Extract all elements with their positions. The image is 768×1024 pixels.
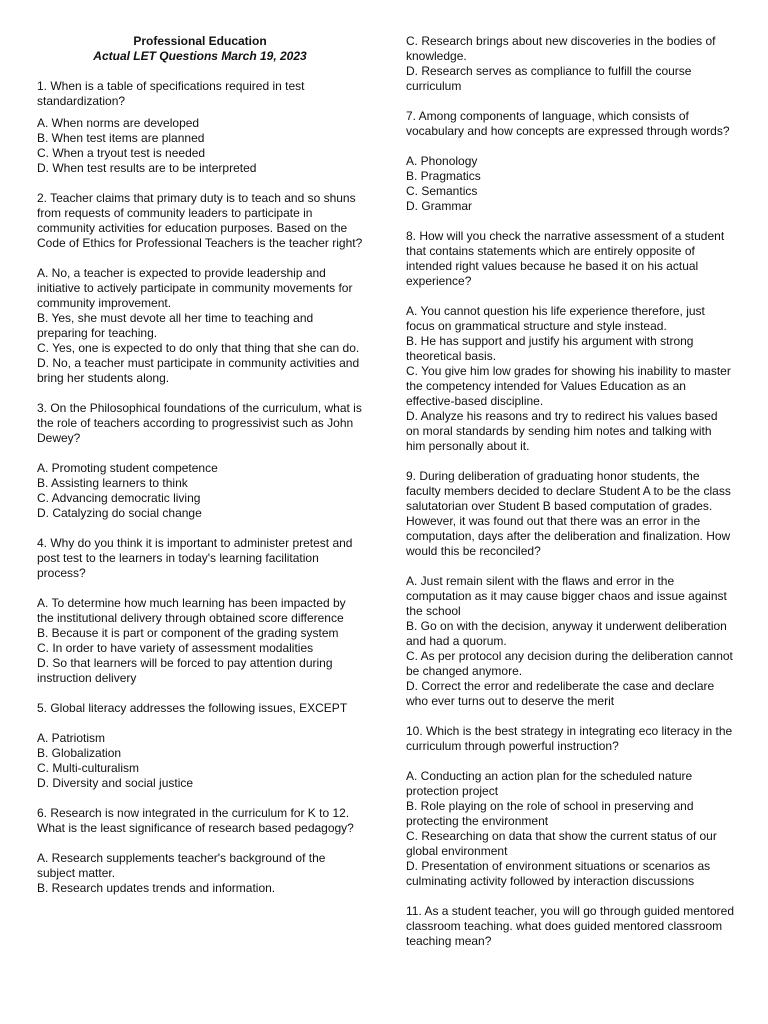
option-b: B. Research updates trends and information. (37, 881, 276, 895)
option-a: A. You cannot question his life experience therefore, just focus on grammatical structure and style instead. (406, 304, 705, 333)
option-c: C. Advancing democratic living (37, 491, 201, 505)
question-text: 4. Why do you think it is important to administer pretest and post test to the learners in today's learning facilitation process? (37, 536, 353, 580)
question-text: 5. Global literacy addresses the following issues, EXCEPT (37, 701, 348, 715)
option-a: A. Patriotism (37, 731, 106, 745)
question-9 (406, 469, 734, 709)
question-2 (37, 191, 363, 386)
option-c: C. You give him low grades for showing his inability to master the competency intended for Values Education as an effective-based discipline. (406, 364, 731, 408)
question-8 (406, 229, 734, 454)
option-c: C. In order to have variety of assessment modalities (37, 641, 314, 655)
option-d: D. Analyze his reasons and try to redirect his values based on moral standards by sending him notes and talking with him personally about it. (406, 409, 718, 453)
question-text: 10. Which is the best strategy in integrating eco literacy in the curriculum through powerful instruction? (406, 724, 733, 753)
question-text: 7. Among components of language, which consists of vocabulary and how concepts are expressed through words? (406, 109, 730, 138)
left-column (37, 34, 363, 911)
right-column (406, 34, 734, 964)
option-d: D. When test results are to be interpreted (37, 161, 257, 175)
question-6 (37, 806, 363, 896)
option-b: B. He has support and justify his argument with strong theoretical basis. (406, 334, 694, 363)
option-a: A. Just remain silent with the flaws and error in the computation as it may cause bigger chaos and issue against the school (406, 574, 727, 618)
option-c: C. As per protocol any decision during the deliberation cannot be changed anymore. (406, 649, 733, 678)
question-text: 9. During deliberation of graduating honor students, the faculty members decided to declare Student A to be the class salutatorian over Student B based computation of grades. However, it was found out that there was an error in the computation, days after the deliberation and finalization. How would this be reconciled? (406, 469, 731, 558)
option-b: B. Assisting learners to think (37, 476, 188, 490)
option-a: A. Research supplements teacher's background of the subject matter. (37, 851, 326, 880)
option-a: A. Phonology (406, 154, 478, 168)
option-d: D. Research serves as compliance to fulfill the course curriculum (406, 64, 692, 93)
option-b: B. Pragmatics (406, 169, 481, 183)
question-3 (37, 401, 363, 521)
option-d: D. No, a teacher must participate in community activities and bring her students along. (37, 356, 360, 385)
document-subtitle: Actual LET Questions March 19, 2023 (93, 49, 307, 63)
option-b: B. When test items are planned (37, 131, 205, 145)
option-a: A. When norms are developed (37, 116, 200, 130)
question-1 (37, 79, 363, 176)
option-c: C. Yes, one is expected to do only that thing that she can do. (37, 341, 360, 355)
option-c: C. Researching on data that show the current status of our global environment (406, 829, 717, 858)
option-d: D. Catalyzing do social change (37, 506, 202, 520)
option-a: A. No, a teacher is expected to provide leadership and initiative to actively participate in community movements for community improvement. (37, 266, 353, 310)
question-text: 8. How will you check the narrative assessment of a student that contains statements which are entirely opposite of intended right values because he based it on his actual experience? (406, 229, 725, 288)
question-text: 11. As a student teacher, you will go through guided mentored classroom teaching. what does guided mentored classroom teaching mean? (406, 904, 734, 948)
option-b: B. Yes, she must devote all her time to teaching and preparing for teaching. (37, 311, 314, 340)
question-text: 6. Research is now integrated in the curriculum for K to 12. What is the least significance of research based pedagogy? (37, 806, 354, 835)
question-6-continued (406, 34, 734, 94)
option-b: B. Globalization (37, 746, 122, 760)
question-10 (406, 724, 734, 889)
option-d: D. Grammar (406, 199, 472, 213)
question-5 (37, 701, 363, 791)
option-d: D. Presentation of environment situations or scenarios as culminating activity followed by interaction discussions (406, 859, 711, 888)
option-c: C. Research brings about new discoveries in the bodies of knowledge. (406, 34, 716, 63)
document-title: Professional Education (133, 34, 267, 48)
question-text: 3. On the Philosophical foundations of the curriculum, what is the role of teachers according to progressivist such as John Dewey? (37, 401, 362, 445)
question-4 (37, 536, 363, 686)
question-7 (406, 109, 734, 214)
option-d: D. So that learners will be forced to pay attention during instruction delivery (37, 656, 333, 685)
option-b: B. Go on with the decision, anyway it underwent deliberation and had a quorum. (406, 619, 727, 648)
question-text: 2. Teacher claims that primary duty is to teach and so shuns from requests of community leaders to participate in community activities for education purposes. Based on the Code of Ethics for Professional Teachers is the teacher right? (37, 191, 363, 250)
question-11 (406, 904, 734, 949)
option-b: B. Role playing on the role of school in preserving and protecting the environment (406, 799, 694, 828)
option-c: C. Semantics (406, 184, 478, 198)
option-d: D. Correct the error and redeliberate the case and declare who ever turns out to deserve the merit (406, 679, 715, 708)
option-a: A. Conducting an action plan for the scheduled nature protection project (406, 769, 693, 798)
option-a: A. Promoting student competence (37, 461, 218, 475)
option-d: D. Diversity and social justice (37, 776, 194, 790)
option-c: C. Multi-culturalism (37, 761, 140, 775)
option-a: A. To determine how much learning has been impacted by the institutional delivery through obtained score difference (37, 596, 346, 625)
option-b: B. Because it is part or component of the grading system (37, 626, 339, 640)
option-c: C. When a tryout test is needed (37, 146, 206, 160)
question-text: 1. When is a table of specifications required in test standardization? (37, 79, 305, 108)
